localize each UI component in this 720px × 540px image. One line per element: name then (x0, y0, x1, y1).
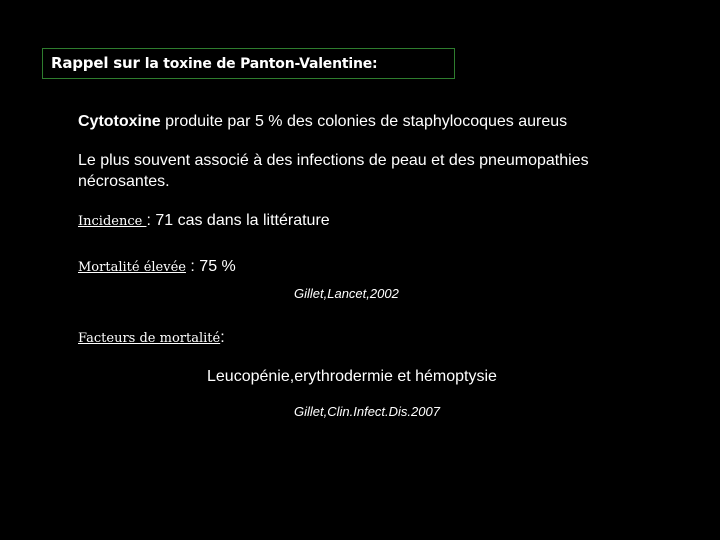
incidence-label: Incidence (78, 214, 147, 229)
mortalite-line (78, 256, 236, 278)
citation-lancet: Gillet,Lancet,2002 (294, 286, 399, 301)
slide-title-part2: la toxine de Panton-Valentine: (144, 56, 378, 72)
mortalite-label: Mortalité élevée (78, 260, 186, 275)
cytotoxine-text: produite par 5 % des colonies de staphylocoques aureus (160, 113, 568, 130)
mortalite-text: : 75 % (185, 258, 236, 275)
incidence-text: : 71 cas dans la littérature (146, 212, 330, 229)
association-paragraph: Le plus souvent associé à des infections de peau et des pneumopathies nécrosantes. (78, 152, 589, 190)
cytotoxine-line (78, 111, 567, 132)
slide-title-box (42, 48, 455, 79)
facteurs-label: Facteurs de mortalité (78, 331, 221, 346)
slide-title-part1: Rappel sur (51, 54, 145, 72)
facteurs-list: Leucopénie,erythrodermie et hémoptysie (207, 368, 497, 385)
cytotoxine-term: Cytotoxine (78, 113, 161, 130)
incidence-line (78, 210, 330, 232)
facteurs-colon: : (220, 329, 225, 346)
facteurs-line (78, 327, 225, 349)
citation-clin-infect-dis: Gillet,Clin.Infect.Dis.2007 (294, 404, 440, 419)
